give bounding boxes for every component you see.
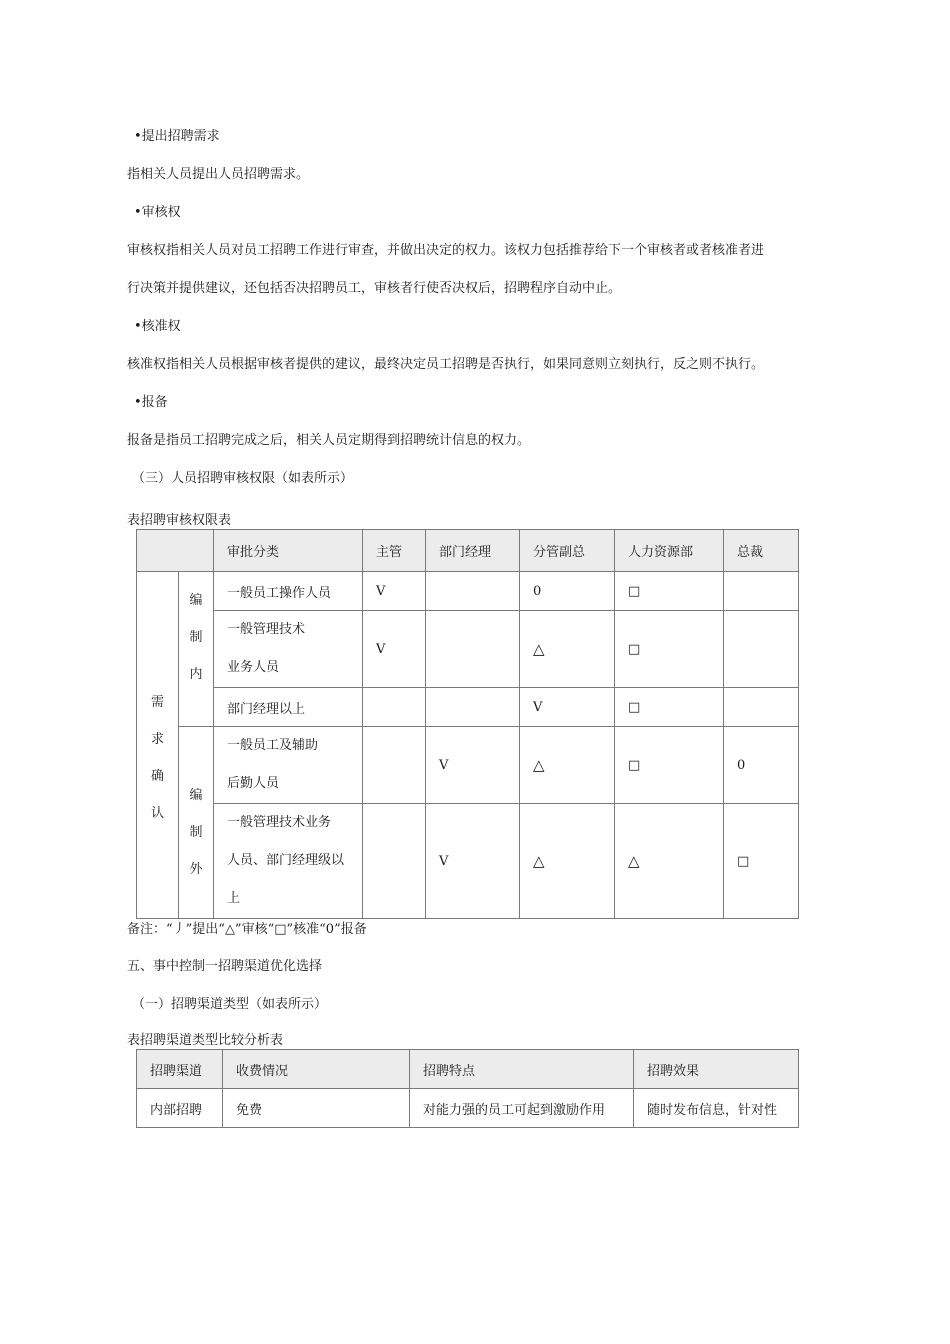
table2-caption: 表招聘渠道类型比较分析表 (127, 1033, 284, 1048)
group-char: 认 (150, 806, 164, 821)
category-line: 人员、部门经理级以 (227, 853, 345, 868)
sub-out-establishment (179, 727, 214, 919)
category-line: 一般管理技术 (227, 622, 306, 637)
line-b4: •报备 (134, 395, 168, 410)
header-hr: 人力资源部 (615, 530, 724, 572)
table1-caption: 表招聘审核权限表 (127, 513, 232, 528)
section-heading-3: （三）人员招聘审核权限（如表所示） (132, 471, 354, 486)
mark-cell: 0 (724, 727, 799, 804)
sub-char: 外 (189, 862, 203, 877)
line-p3: 核准权指相关人员根据审核者提供的建议，最终决定员工招聘是否执行，如果同意则立刻执行，反之则不执行。 (127, 357, 765, 372)
line-b2: •审核权 (134, 205, 181, 220)
mark-cell (363, 727, 426, 804)
mark-cell: □ (724, 804, 799, 919)
line-p2b: 行决策并提供建议，还包括否决招聘员工，审核者行使否决权后，招聘程序自动中止。 (127, 281, 622, 296)
header-president: 总裁 (724, 530, 799, 572)
mark-cell (426, 572, 520, 611)
category-cell: 一般员工操作人员 (214, 572, 363, 611)
mark-cell (363, 804, 426, 919)
header-effect: 招聘效果 (634, 1050, 799, 1089)
category-cell: 部门经理以上 (214, 688, 363, 727)
group-char: 需 (150, 695, 164, 710)
mark-cell: △ (615, 804, 724, 919)
sub-char: 内 (189, 667, 203, 682)
line-b3: •核准权 (134, 319, 181, 334)
category-line: 业务人员 (227, 660, 280, 675)
header-fee: 收费情况 (223, 1050, 410, 1089)
mark-cell (363, 688, 426, 727)
mark-cell (724, 688, 799, 727)
mark-cell: □ (615, 572, 724, 611)
section5-title: 五、事中控制一招聘渠道优化选择 (127, 959, 323, 974)
category-line: 上 (227, 891, 241, 906)
mark-cell (426, 611, 520, 688)
section5-subheading: （一）招聘渠道类型（如表所示） (132, 997, 328, 1012)
table-row (137, 1089, 799, 1128)
header-dept-manager: 部门经理 (426, 530, 520, 572)
table-header-row (137, 1050, 799, 1089)
sub-char: 制 (189, 825, 203, 840)
table-header-row (137, 530, 799, 572)
mark-cell: △ (520, 727, 615, 804)
mark-cell: △ (520, 611, 615, 688)
mark-cell: V (426, 727, 520, 804)
group-char: 确 (150, 769, 164, 784)
table-row (137, 572, 799, 611)
group-char: 求 (150, 732, 164, 747)
mark-cell: △ (520, 804, 615, 919)
category-line: 一般员工及辅助 (227, 738, 319, 753)
header-features: 招聘特点 (410, 1050, 634, 1089)
sub-char: 制 (189, 630, 203, 645)
mark-cell: V (426, 804, 520, 919)
category-line: 一般管理技术业务 (227, 815, 332, 830)
effect-cell: 随时发布信息，针对性 (634, 1089, 799, 1128)
category-cell (214, 727, 363, 804)
sub-in-establishment (179, 572, 214, 727)
mark-cell: V (363, 611, 426, 688)
fee-cell: 免费 (223, 1089, 410, 1128)
channel-cell: 内部招聘 (137, 1089, 223, 1128)
mark-cell: □ (615, 727, 724, 804)
table1-note: 备注：“丿”提出“△”审核“□”核准“0”报备 (127, 922, 367, 937)
group-demand-confirm (137, 572, 179, 919)
mark-cell: □ (615, 688, 724, 727)
sub-char: 编 (189, 593, 203, 608)
header-channel: 招聘渠道 (137, 1050, 223, 1089)
channel-comparison-table (136, 1049, 799, 1128)
header-blank (137, 530, 214, 572)
table-row (137, 727, 799, 804)
line-p2a: 审核权指相关人员对员工招聘工作进行审查，并做出决定的权力。该权力包括推荐给下一个审核者或者核准者进 (127, 243, 765, 258)
line-p1: 指相关人员提出人员招聘需求。 (127, 167, 310, 182)
mark-cell: V (363, 572, 426, 611)
features-cell: 对能力强的员工可起到激励作用 (410, 1089, 634, 1128)
table-row (137, 611, 799, 688)
mark-cell: 0 (520, 572, 615, 611)
mark-cell: V (520, 688, 615, 727)
mark-cell (724, 611, 799, 688)
sub-char: 编 (189, 788, 203, 803)
line-b1: •提出招聘需求 (134, 129, 220, 144)
header-supervisor: 主管 (363, 530, 426, 572)
table-row (137, 804, 799, 919)
mark-cell (426, 688, 520, 727)
line-p4: 报备是指员工招聘完成之后，相关人员定期得到招聘统计信息的权力。 (127, 433, 531, 448)
category-cell (214, 611, 363, 688)
table-row (137, 688, 799, 727)
header-vp: 分管副总 (520, 530, 615, 572)
category-line: 后勤人员 (227, 776, 280, 791)
mark-cell (724, 572, 799, 611)
category-cell (214, 804, 363, 919)
header-category: 审批分类 (214, 530, 363, 572)
mark-cell: □ (615, 611, 724, 688)
approval-authority-table (136, 529, 799, 919)
